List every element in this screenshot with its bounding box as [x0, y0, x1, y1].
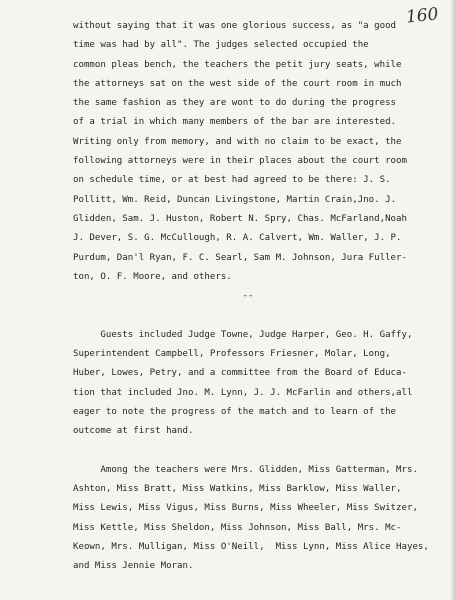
- paragraph-spacing: [73, 306, 423, 325]
- page-number: 160: [404, 4, 439, 28]
- text-line: ton, O. F. Moore, and others.: [73, 271, 232, 282]
- text-line: outcome at first hand.: [73, 426, 194, 437]
- text-line: Writing only from memory, and with no claim to be exact, the: [73, 136, 402, 147]
- text-line: the attorneys sat on the west side of the court room in much: [73, 78, 402, 89]
- paragraph-2: [73, 326, 423, 442]
- text-line: J. Dever, S. G. McCullough, R. A. Calvert, Wm. Waller, J. P.: [73, 233, 402, 244]
- text-line: tion that included Jno. M. Lynn, J. J. McFarlin and others,all: [73, 387, 413, 398]
- text-line: Miss Kettle, Miss Sheldon, Miss Johnson, Miss Ball, Mrs. Mc-: [73, 522, 402, 533]
- text-line: and Miss Jennie Moran.: [73, 561, 194, 572]
- section-separator: --: [242, 291, 254, 302]
- text-line: Huber, Lowes, Petry, and a committee from the Board of Educa-: [73, 368, 407, 379]
- paragraph-3: [73, 461, 429, 577]
- text-line: Pollitt, Wm. Reid, Duncan Livingstone, Martin Crain,Jno. J.: [73, 194, 397, 205]
- text-line: Keown, Mrs. Mulligan, Miss O'Neill, Miss Lynn, Miss Alice Hayes,: [73, 542, 429, 553]
- text-line: time was had by all". The judges selected occupied the: [73, 40, 369, 51]
- text-line: the same fashion as they are wont to do during the progress: [73, 98, 397, 109]
- text-line: of a trial in which many members of the bar are interested.: [73, 117, 397, 128]
- text-line: Guests included Judge Towne, Judge Harper, Geo. H. Gaffy,: [73, 329, 413, 340]
- paragraph-spacing: [73, 442, 423, 461]
- text-line: on schedule time, or at best had agreed to be there: J. S.: [73, 175, 391, 186]
- text-line: eager to note the progress of the match and to learn of the: [73, 406, 397, 417]
- typed-body-text: [73, 17, 429, 577]
- paragraph-1: [73, 17, 423, 287]
- text-line: without saying that it was one glorious success, as "a good: [73, 21, 397, 31]
- text-line: common pleas bench, the teachers the petit jury seats, while: [73, 59, 402, 70]
- text-line: following attorneys were in their places about the court room: [73, 156, 407, 167]
- text-line: Purdum, Dan'l Ryan, F. C. Searl, Sam M. Johnson, Jura Fuller-: [73, 252, 407, 263]
- text-line: Superintendent Campbell, Professors Friesner, Molar, Long,: [73, 349, 391, 360]
- text-line: Miss Lewis, Miss Vigus, Miss Burns, Miss Wheeler, Miss Switzer,: [73, 503, 418, 514]
- text-line: Glidden, Sam. J. Huston, Robert N. Spry, Chas. McFarland,Noah: [73, 213, 407, 224]
- text-line: Ashton, Miss Bratt, Miss Watkins, Miss Barklow, Miss Waller,: [73, 484, 402, 495]
- text-line: Among the teachers were Mrs. Glidden, Miss Gatterman, Mrs.: [73, 464, 418, 475]
